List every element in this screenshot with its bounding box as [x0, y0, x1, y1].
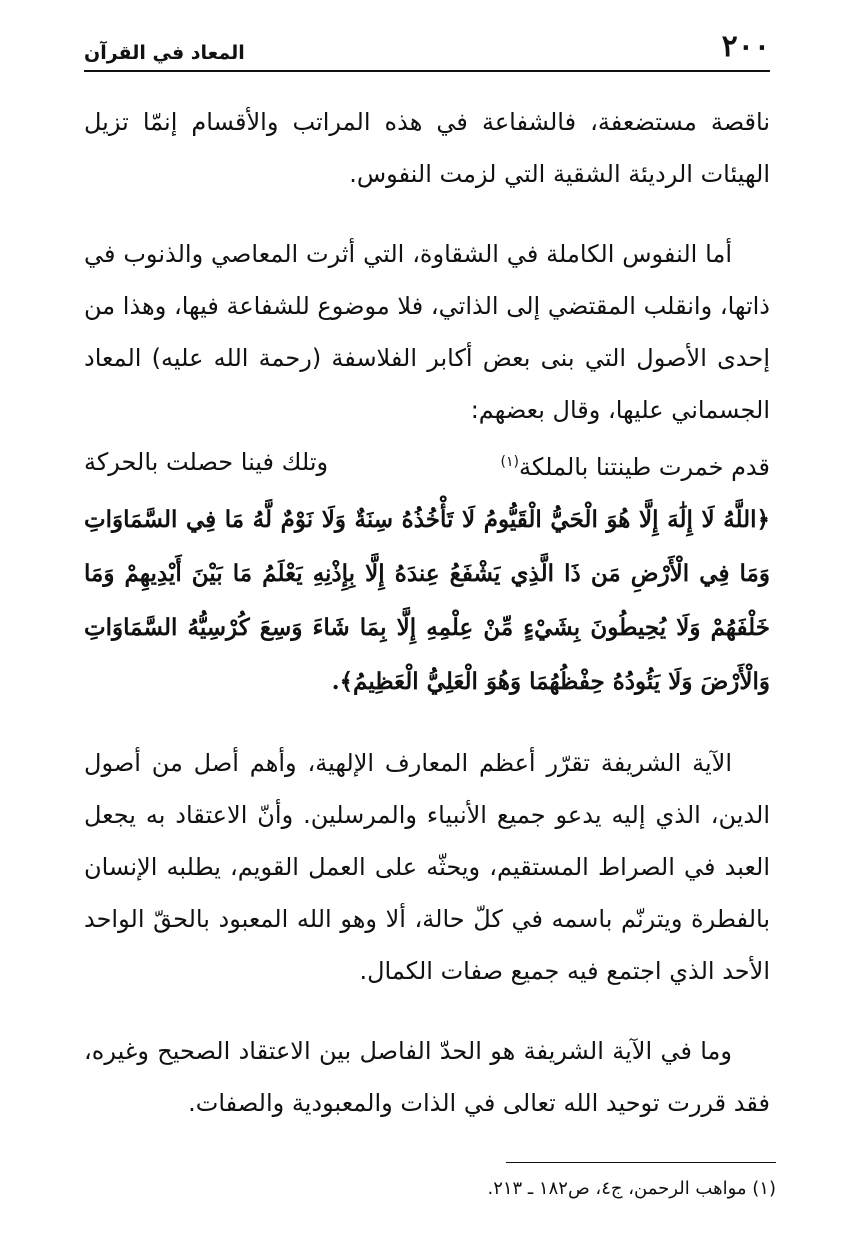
footnote: (١) مواهب الرحمن، ج٤، ص١٨٢ ـ ٢١٣.: [487, 1178, 776, 1199]
paragraph-2: أما النفوس الكاملة في الشقاوة، التي أثرت المعاصي والذنوب في ذاتها، وانقلب المقتضي إلى الذاتي، فلا موضوع للشفاعة فيها، وهذا من إحدى الأصول التي بنى بعض أكابر الفلاسفة (رحمة الله عليه) المعاد الجسماني عليها، وقال بعضهم:: [84, 240, 770, 424]
body-text: [84, 96, 770, 1129]
paragraph-4: وما في الآية الشريفة هو الحدّ الفاصل بين الاعتقاد الصحيح وغيره، فقد قررت توحيد الله تعالى في الذات والمعبودية والصفات.: [84, 1037, 770, 1117]
running-title: المعاد في القرآن: [84, 42, 245, 64]
page-header: [84, 30, 770, 72]
paragraph-1: ناقصة مستضعفة، فالشفاعة في هذه المراتب والأقسام إنمّا تزيل الهيئات الرديئة الشقية التي لزمت النفوس.: [84, 108, 770, 188]
quran-verse: ﴿اللَّهُ لَا إِلَٰهَ إِلَّا هُوَ الْحَيُّ الْقَيُّومُ لَا تَأْخُذُهُ سِنَةٌ وَلَا نَوْمٌ لَّهُ مَا فِي السَّمَاوَاتِ وَمَا فِي الْأَرْضِ مَن ذَا الَّذِي يَشْفَعُ عِندَهُ إِلَّا بِإِذْنِهِ يَعْلَمُ مَا بَيْنَ أَيْدِيهِمْ وَمَا خَلْفَهُمْ وَلَا يُحِيطُونَ بِشَيْءٍ مِّنْ عِلْمِهِ إِلَّا بِمَا شَاءَ وَسِعَ كُرْسِيُّهُ السَّمَاوَاتِ وَالْأَرْضَ وَلَا يَئُودُهُ حِفْظُهُمَا وَهُوَ الْعَلِيُّ الْعَظِيمُ﴾.: [84, 506, 771, 695]
paragraph-3: الآية الشريفة تقرّر أعظم المعارف الإلهية، وأهم أصل من أصول الدين، الذي إليه يدعو جميع الأنبياء والمرسلين. وأنّ الاعتقاد به يجعل العبد في الصراط المستقيم، ويحثّه على العمل القويم، يطلبه الإنسان بالفطرة ويترنّم باسمه في كلّ حالة، ألا وهو الله المعبود بالحقّ الواحد الأحد الذي اجتمع فيه جميع صفات الكمال.: [84, 749, 770, 985]
poetry-verse: [84, 436, 770, 493]
footnote-marker[interactable]: (١): [500, 454, 519, 470]
page-number: ٢٠٠: [721, 29, 770, 64]
verse-first-hemistich: قدم خمرت طينتنا بالملكة$^{(١)}$: [500, 453, 770, 481]
verse-second-hemistich: وتلك فينا حصلت بالحركة: [84, 448, 329, 476]
footnote-divider: [506, 1162, 776, 1163]
